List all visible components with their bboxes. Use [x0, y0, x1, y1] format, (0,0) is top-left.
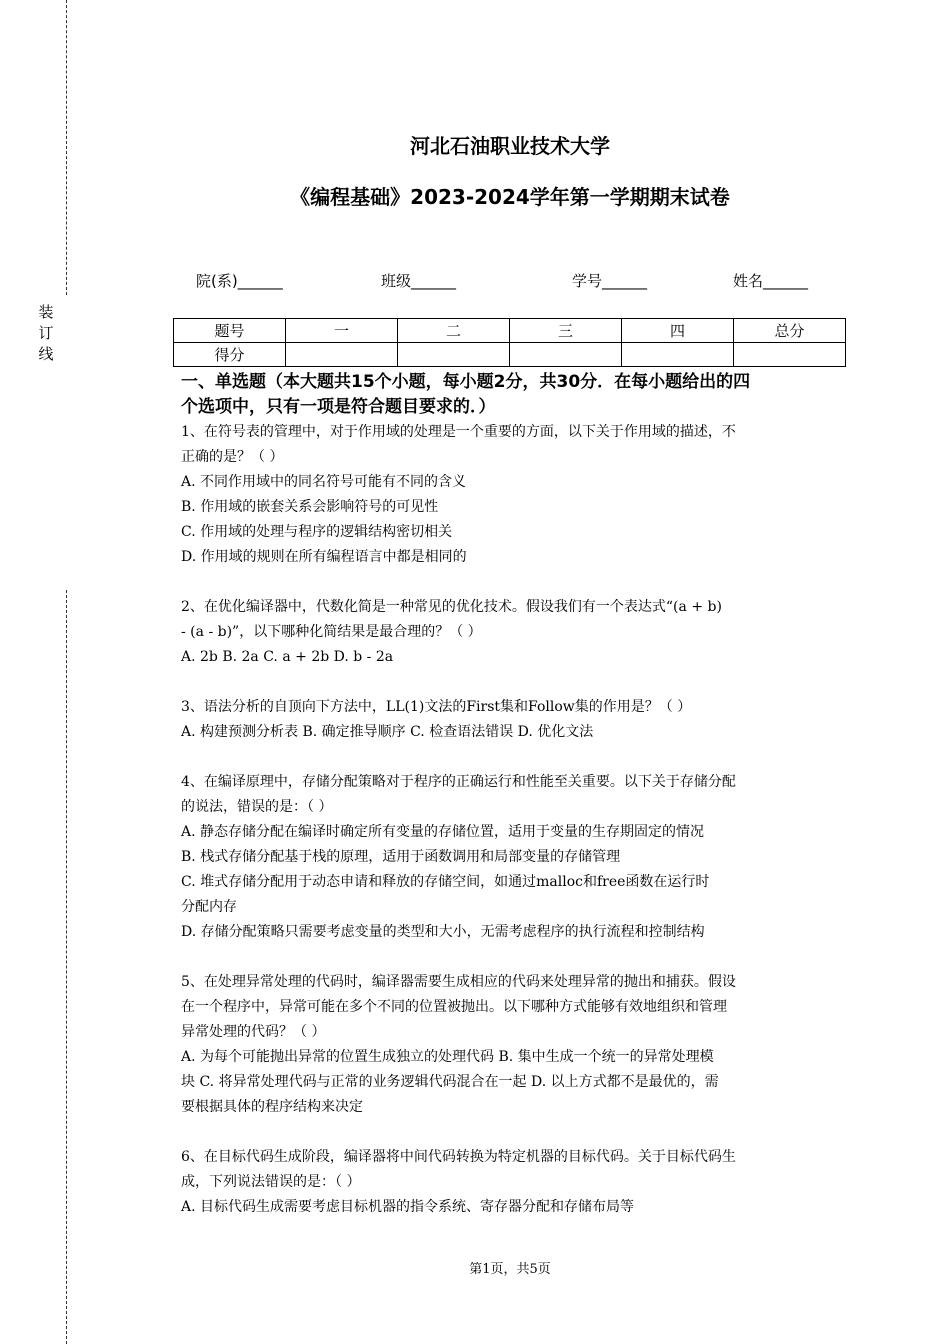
score-table-header: 题号: [174, 319, 286, 343]
option-b: B. 作用域的嵌套关系会影响符号的可见性: [181, 499, 439, 515]
exam-title: 《编程基础》2023-2024学年第一学期期末试卷: [290, 185, 730, 209]
question-text: 1、在符号表的管理中，对于作用域的处理是一个重要的方面，以下关于作用域的描述，不: [181, 424, 736, 440]
question-text: 5、在处理异常处理的代码时，编译器需要生成相应的代码来处理异常的抛出和捕获。假设: [181, 974, 736, 990]
question-text: 在一个程序中，异常可能在多个不同的位置被抛出。以下哪种方式能够有效地组织和管理: [181, 999, 727, 1015]
score-table-header: 总分: [734, 319, 846, 343]
option-d: D. 存储分配策略只需要考虑变量的类型和大小，无需考虑程序的执行流程和控制结构: [181, 924, 705, 940]
option-b: B. 栈式存储分配基于栈的原理，适用于函数调用和局部变量的存储管理: [181, 849, 621, 865]
score-row-label: 得分: [174, 343, 286, 367]
option-c: C. 堆式存储分配用于动态申请和释放的存储空间，如通过malloc和free函数在运行时: [181, 874, 710, 890]
school-title: 河北石油职业技术大学: [410, 134, 610, 158]
options-line: 要根据具体的程序结构来决定: [181, 1099, 363, 1115]
question-text: 2、在优化编译器中，代数化简是一种常见的优化技术。假设我们有一个表达式“(a + b): [181, 599, 722, 615]
score-cell: [286, 343, 398, 367]
options-line: 块 C. 将异常处理代码与正常的业务逻辑代码混合在一起 D. 以上方式都不是最优的，需: [181, 1074, 719, 1090]
score-table-header-row: [174, 319, 846, 343]
score-cell: [398, 343, 510, 367]
option-c-cont: 分配内存: [181, 899, 237, 915]
question-6: [181, 1145, 841, 1220]
option-d: D. 作用域的规则在所有编程语言中都是相同的: [181, 549, 467, 565]
score-cell: [622, 343, 734, 367]
option-a: A. 目标代码生成需要考虑目标机器的指令系统、寄存器分配和存储布局等: [181, 1199, 635, 1215]
question-text: 成，下列说法错误的是：（ ）: [181, 1174, 361, 1190]
question-3: [181, 695, 841, 745]
question-text: 的说法，错误的是：（ ）: [181, 799, 333, 815]
score-table-score-row: [174, 343, 846, 367]
options-line: A. 为每个可能抛出异常的位置生成独立的处理代码 B. 集中生成一个统一的异常处理模: [181, 1049, 714, 1065]
score-table-header: 一: [286, 319, 398, 343]
name-field: 姓名______: [733, 272, 809, 290]
binding-label: 装订线: [38, 303, 54, 363]
question-1: [181, 420, 841, 570]
score-cell: [734, 343, 846, 367]
option-a: A. 不同作用域中的同名符号可能有不同的含义: [181, 474, 467, 490]
page-footer: 第1页，共5页: [469, 1262, 551, 1277]
question-2: [181, 595, 841, 670]
question-text: 3、语法分析的自顶向下方法中，LL(1)文法的First集和Follow集的作用是？（ ）: [181, 699, 692, 715]
question-4: [181, 770, 841, 945]
score-table-header: 三: [510, 319, 622, 343]
student-id-field: 学号______: [572, 272, 648, 290]
question-text: - (a - b)”，以下哪种化简结果是最合理的？（ ）: [181, 624, 482, 640]
option-a: A. 静态存储分配在编译时确定所有变量的存储位置，适用于变量的生存期固定的情况: [181, 824, 705, 840]
question-text: 4、在编译原理中，存储分配策略对于程序的正确运行和性能至关重要。以下关于存储分配: [181, 774, 736, 790]
question-5: [181, 970, 841, 1120]
question-text: 正确的是？（ ）: [181, 449, 284, 465]
section-heading: 个选项中，只有一项是符合题目要求的．）: [181, 397, 496, 417]
score-table-header: 四: [622, 319, 734, 343]
options-line: A. 构建预测分析表 B. 确定推导顺序 C. 检查语法错误 D. 优化文法: [181, 724, 594, 740]
score-cell: [510, 343, 622, 367]
class-field: 班级______: [381, 272, 457, 290]
binding-line-bottom: [66, 590, 67, 1344]
dept-field: 院(系)______: [196, 272, 283, 290]
section-heading: 一、单选题（本大题共15个小题，每小题2分，共30分．在每小题给出的四: [181, 372, 751, 392]
question-text: 异常处理的代码？（ ）: [181, 1024, 326, 1040]
score-table: [173, 318, 846, 367]
option-c: C. 作用域的处理与程序的逻辑结构密切相关: [181, 524, 453, 540]
options-line: A. 2b B. 2a C. a + 2b D. b - 2a: [181, 649, 394, 665]
exam-content: [181, 370, 841, 1220]
score-table-header: 二: [398, 319, 510, 343]
question-text: 6、在目标代码生成阶段，编译器将中间代码转换为特定机器的目标代码。关于目标代码生: [181, 1149, 736, 1165]
